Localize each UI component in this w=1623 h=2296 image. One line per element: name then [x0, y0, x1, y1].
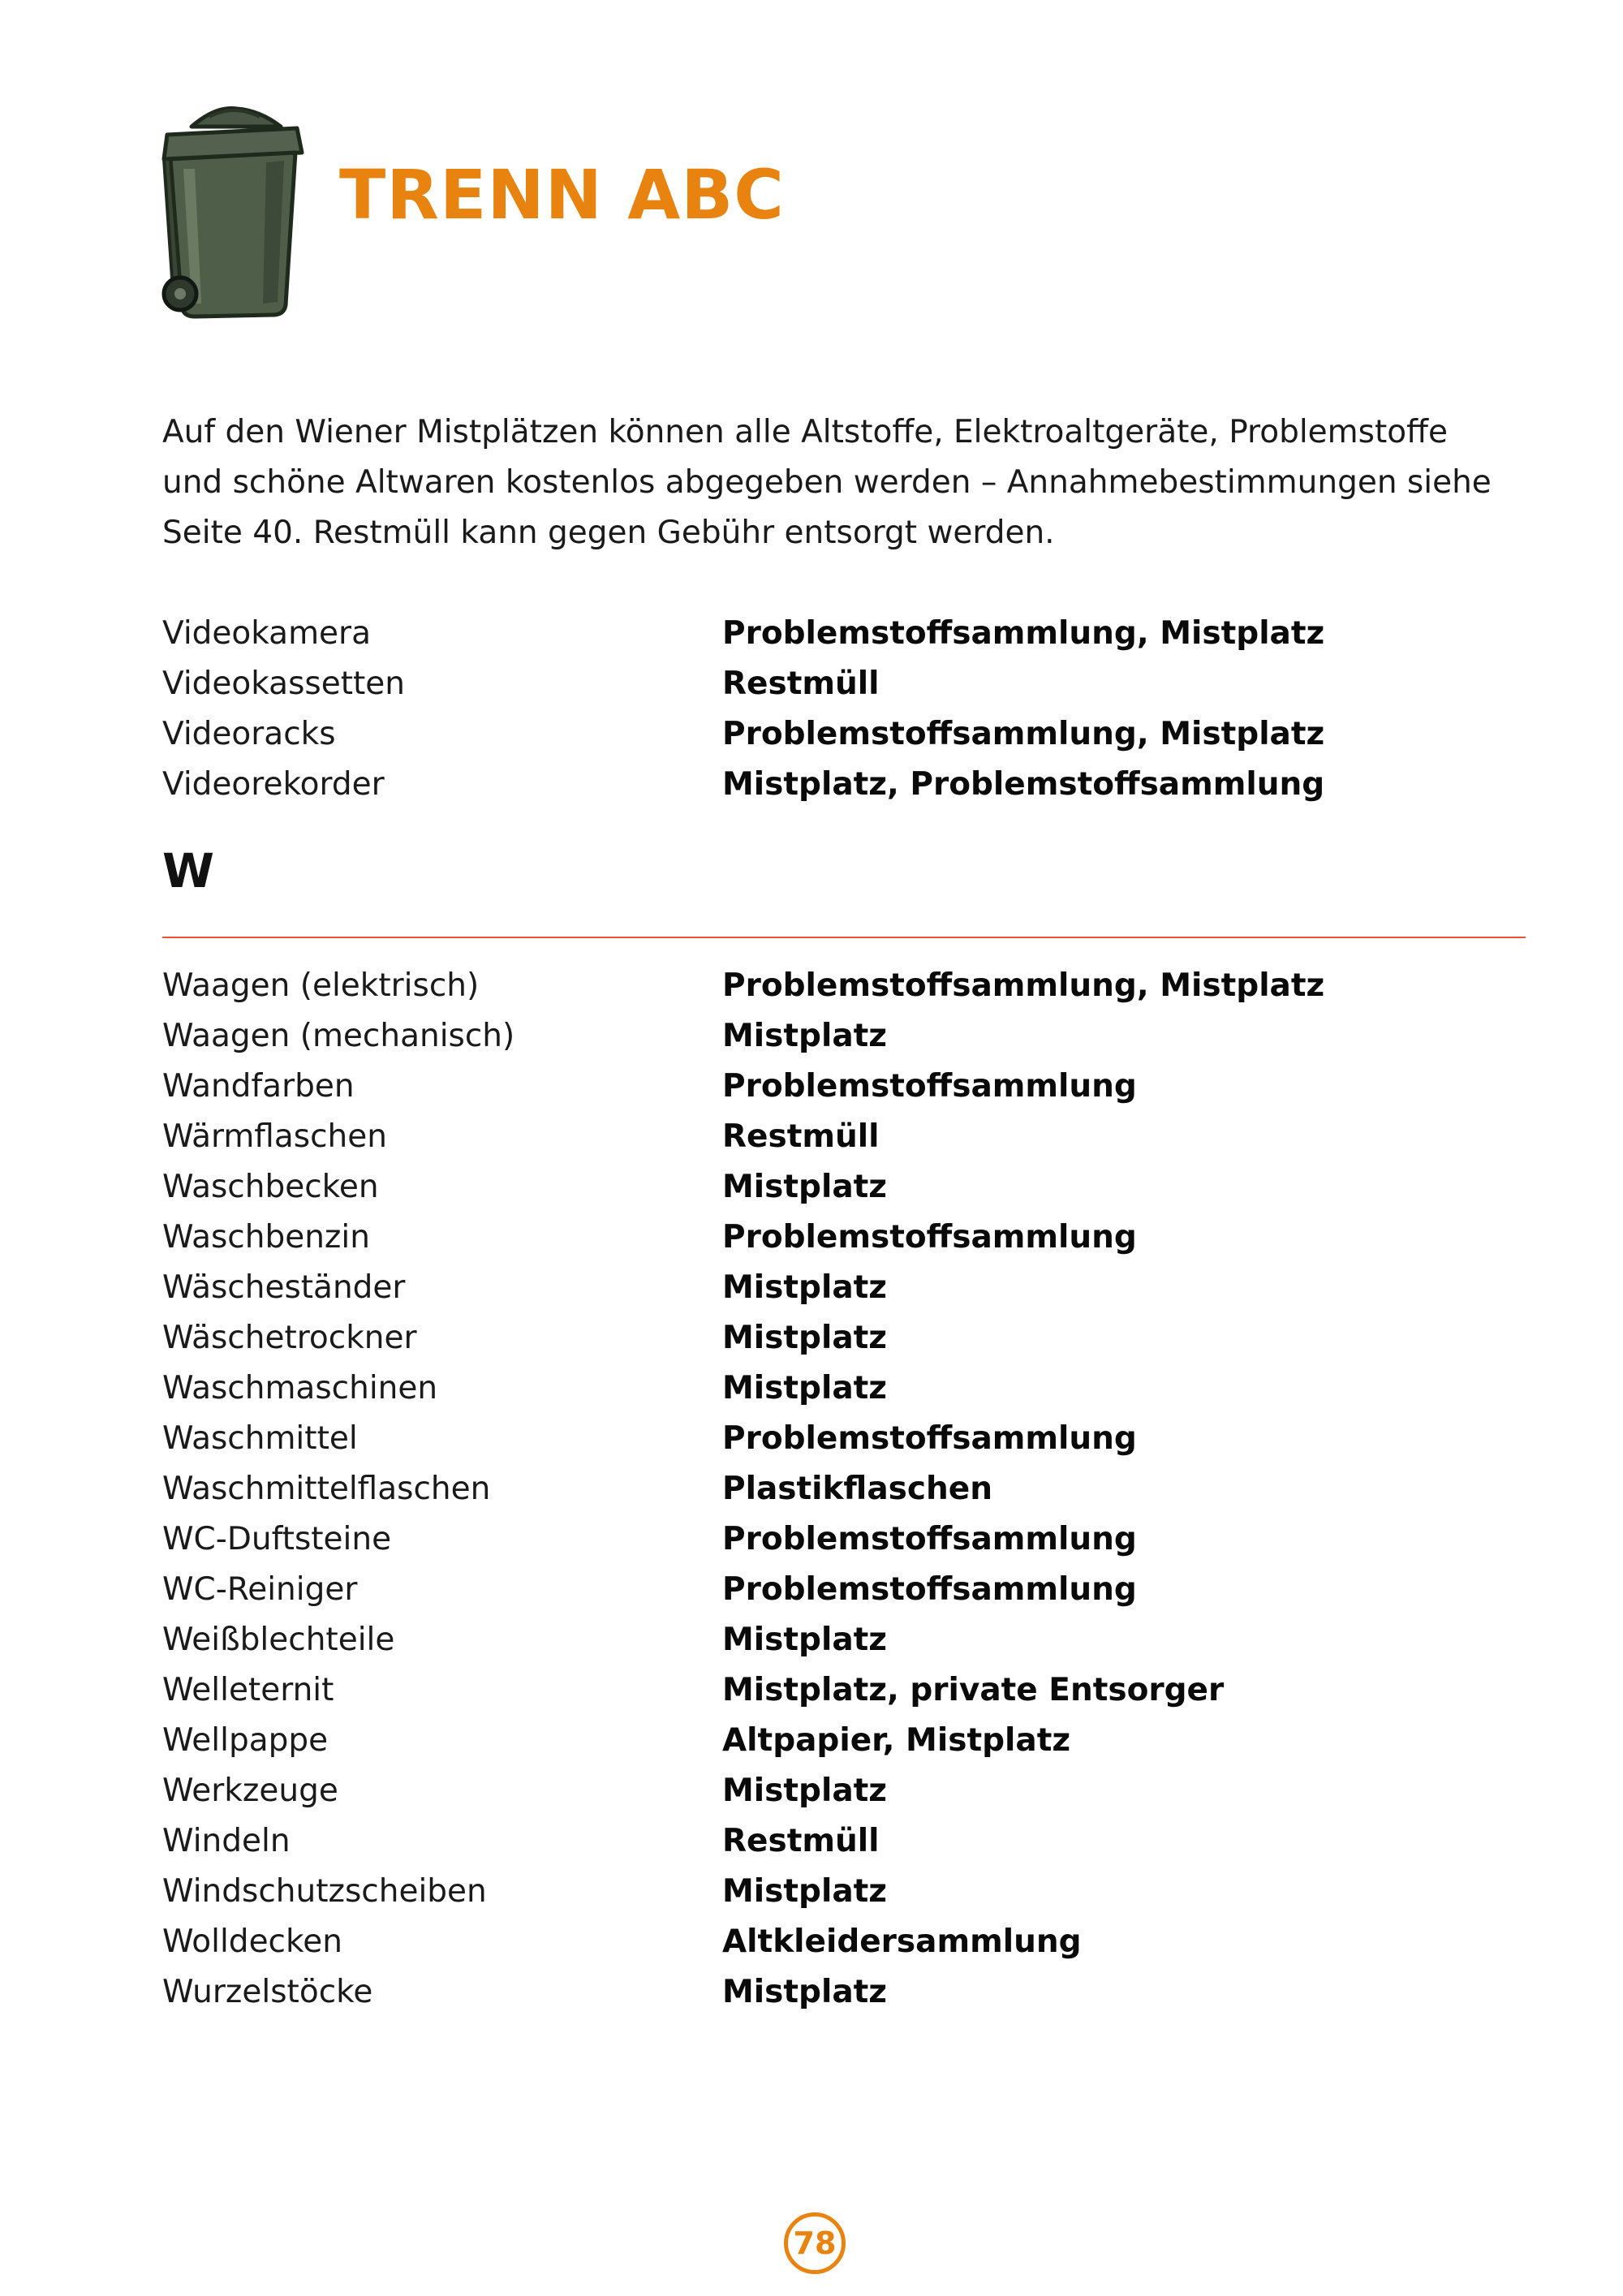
entry-term: Windeln	[162, 1823, 291, 1859]
entry-destination: Mistplatz	[722, 1018, 887, 1054]
entry-destination: Mistplatz, private Entsorger	[722, 1672, 1225, 1708]
entry-destination: Mistplatz	[722, 1873, 887, 1910]
page-number: 78	[793, 2225, 837, 2261]
waste-bin-icon	[159, 102, 305, 326]
entry-destination: Problemstoffsammlung, Mistplatz	[722, 967, 1325, 1004]
entry-term: Wolldecken	[162, 1923, 342, 1960]
intro-paragraph: Auf den Wiener Mistplätzen können alle Altstoffe, Elektroaltgeräte, Problemstoffe und schöne Altwaren kostenlos abgegeben werden – Annahmebestimmungen siehe Seite 40. Restmüll kann gegen Gebühr entsorgt werden.	[162, 414, 1492, 551]
entry-destination: Mistplatz	[722, 1269, 887, 1306]
entry-destination: Mistplatz	[722, 1370, 887, 1406]
section-divider	[162, 937, 1526, 938]
entry-destination: Mistplatz	[722, 1622, 887, 1658]
entry-destination: Problemstoffsammlung	[722, 1420, 1137, 1457]
entry-term: Welleternit	[162, 1672, 334, 1708]
entry-term: Waschbecken	[162, 1169, 379, 1205]
page-number-badge	[784, 2212, 846, 2274]
page-title: TRENN ABC	[339, 155, 785, 235]
entry-term: Waschbenzin	[162, 1219, 370, 1256]
entry-term: Waagen (mechanisch)	[162, 1018, 515, 1054]
entry-term: Videorekorder	[162, 766, 385, 803]
entry-term: Videokassetten	[162, 666, 405, 702]
entry-destination: Mistplatz	[722, 1974, 887, 2010]
entry-destination: Restmüll	[722, 666, 880, 702]
entry-term: Waschmittelflaschen	[162, 1471, 491, 1507]
entry-destination: Altkleidersammlung	[722, 1923, 1082, 1960]
entry-destination: Restmüll	[722, 1823, 880, 1859]
entry-term: Wäscheständer	[162, 1269, 406, 1306]
entry-destination: Mistplatz, Problemstoffsammlung	[722, 766, 1325, 803]
entry-term: Werkzeuge	[162, 1773, 338, 1809]
entry-destination: Mistplatz	[722, 1320, 887, 1356]
entry-destination: Restmüll	[722, 1118, 880, 1155]
entry-destination: Mistplatz	[722, 1773, 887, 1809]
entry-term: Windschutzscheiben	[162, 1873, 487, 1910]
entry-destination: Problemstoffsammlung	[722, 1571, 1137, 1608]
entry-destination: Problemstoffsammlung, Mistplatz	[722, 615, 1325, 652]
entry-destination: Problemstoffsammlung	[722, 1068, 1137, 1105]
entry-term: WC-Reiniger	[162, 1571, 358, 1608]
entry-term: Waschmaschinen	[162, 1370, 438, 1406]
entry-destination: Mistplatz	[722, 1169, 887, 1205]
entry-term: Weißblechteile	[162, 1622, 395, 1658]
entry-term: Videoracks	[162, 716, 336, 752]
entry-term: Waagen (elektrisch)	[162, 967, 480, 1004]
entry-term: Videokamera	[162, 615, 371, 652]
entry-destination: Problemstoffsammlung	[722, 1219, 1137, 1256]
entry-destination: Plastikflaschen	[722, 1471, 992, 1507]
entry-destination: Altpapier, Mistplatz	[722, 1722, 1071, 1759]
section-letter: W	[162, 843, 214, 898]
entry-term: WC-Duftsteine	[162, 1521, 392, 1557]
entry-term: Wärmflaschen	[162, 1118, 387, 1155]
entry-term: Waschmittel	[162, 1420, 358, 1457]
entry-term: Wäschetrockner	[162, 1320, 417, 1356]
entry-term: Wandfarben	[162, 1068, 355, 1105]
entry-destination: Problemstoffsammlung	[722, 1521, 1137, 1557]
entry-term: Wellpappe	[162, 1722, 329, 1759]
entry-term: Wurzelstöcke	[162, 1974, 373, 2010]
entry-destination: Problemstoffsammlung, Mistplatz	[722, 716, 1325, 752]
